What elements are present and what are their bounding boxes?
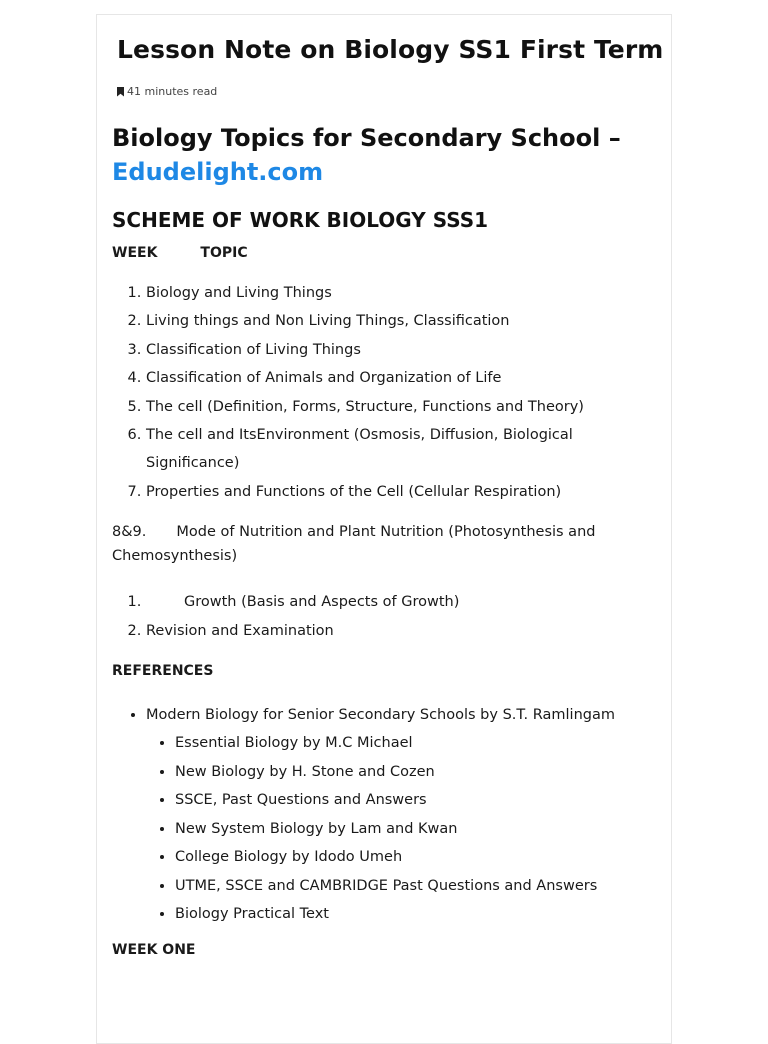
week-8-9-label: 8&9.: [112, 524, 147, 541]
list-item-text: Modern Biology for Senior Secondary Schools by S.T. Ramlingam: [146, 707, 615, 724]
week-8-9-text: Mode of Nutrition and Plant Nutrition (Photosynthesis and Chemosynthesis): [112, 524, 596, 565]
topic-column-label: TOPIC: [200, 245, 248, 261]
list-item: 3. Classification of Living Things: [146, 336, 662, 364]
list-item: • New Biology by H. Stone and Cozen: [175, 758, 662, 786]
edudelight-link[interactable]: Edudelight.com: [112, 158, 324, 186]
section-heading: [112, 121, 662, 189]
read-time-text: 41 minutes read: [127, 85, 218, 98]
list-item: 4. Classification of Animals and Organization of Life: [146, 364, 662, 392]
list-item: 7. Properties and Functions of the Cell (Cellular Respiration): [146, 478, 662, 506]
list-item: • UTME, SSCE and CAMBRIDGE Past Questions and Answers: [175, 872, 662, 900]
list-item: 1. Biology and Living Things: [146, 279, 662, 307]
list-item: • New System Biology by Lam and Kwan: [175, 815, 662, 843]
week-column-label: WEEK: [112, 245, 158, 261]
article-card: [96, 14, 672, 1044]
references-heading: REFERENCES: [112, 663, 214, 680]
list-item-text: Growth (Basis and Aspects of Growth): [184, 594, 460, 611]
scheme-heading: SCHEME OF WORK BIOLOGY SSS1: [112, 208, 489, 232]
topics-list-later: [112, 588, 662, 645]
list-item: 5. The cell (Definition, Forms, Structure, Functions and Theory): [146, 393, 662, 421]
references-sublist: [146, 729, 662, 928]
article-body: [112, 121, 662, 960]
scheme-table-header: [112, 243, 662, 263]
list-item: • College Biology by Idodo Umeh: [175, 843, 662, 871]
list-item: 2. Living things and Non Living Things, Classification: [146, 307, 662, 335]
list-item: • Biology Practical Text: [175, 900, 662, 928]
article-title: Lesson Note on Biology SS1 First Term: [117, 35, 664, 64]
list-item: • SSCE, Past Questions and Answers: [175, 786, 662, 814]
list-item: [146, 701, 662, 928]
list-item: 2. Revision and Examination: [146, 617, 662, 645]
week-8-9-paragraph: [112, 520, 662, 568]
read-time: [117, 85, 217, 98]
bookmark-icon: [117, 87, 124, 97]
list-item: [146, 588, 662, 616]
references-list: [112, 701, 662, 928]
section-heading-text: Biology Topics for Secondary School –: [112, 124, 621, 152]
list-item: • Essential Biology by M.C Michael: [175, 729, 662, 757]
list-item: 6. The cell and ItsEnvironment (Osmosis, Diffusion, Biological Significance): [146, 421, 662, 478]
week-one-heading: WEEK ONE: [112, 942, 196, 959]
topics-list: [112, 279, 662, 506]
